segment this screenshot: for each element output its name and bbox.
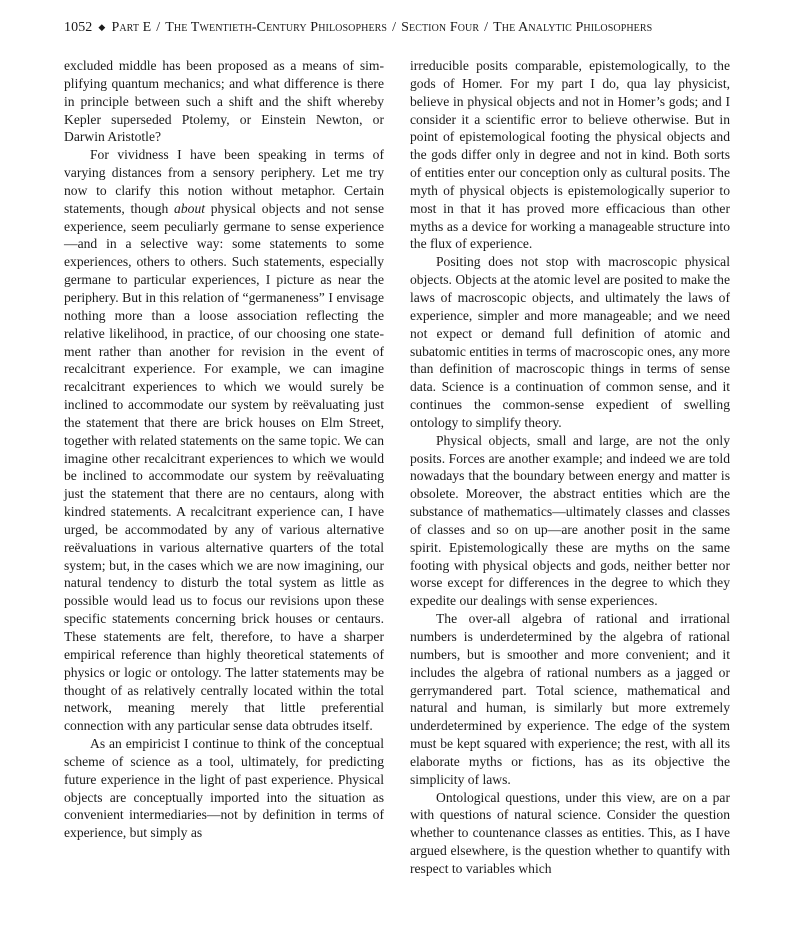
section-label: Section Four — [401, 20, 480, 35]
text-run: physical objects and not sense experience, seem peculiarly germane to sense experience—and in a selective way: some statements to some experiences, others to others. Such statements, especially germane to particular experiences, I picture as near the periphery. But in this relation of “germaneness” I envisage nothing more than a loose association reflecting the relative likelihood, in practice, of our choosing one statement rather than another for revision in the event of recalcitrant experience. For example, we can imagine recalcitrant experiences to which we would surely be inclined to accommodate our system by reëvaluating just the statement that there are brick houses on Elm Street, together with related statements on the same topic. We can imagine other recalcitrant experiences to which we would be inclined to accommodate our system by reëvaluating just the statement that there are no centaurs, along with kindred statements. A recalcitrant experience can, I have urged, be accommodated by any of various alternative reëvaluations in various alternative quarters of the total system; but, in the cases which we are now imagining, our natural tendency to disturb the total system as little as possible would lead us to focus our revisions upon these specific statements concerning brick houses or centaurs. These statements are felt, therefore, to have a sharper empirical reference than highly theoretical statements of physics or logic or ontology. The latter statements may be thought of as relatively centrally located within the total network, meaning merely that little preferential connection with any particular sense data obtrudes itself. — [64, 200, 384, 734]
right-column — [410, 57, 730, 878]
running-head — [64, 18, 744, 38]
separator: / — [392, 20, 397, 35]
part-label: Part E — [111, 20, 152, 35]
paragraph: The over-all algebra of rational and irrational numbers is underdetermined by the algebra of rational numbers, but is smoother and more convenient; and it includes the algebra of rational numbers as a jagged or gerrymandered part. Total science, mathematical and natural and human, is similarly but more extremely underdetermined by experience. The edge of the system must be kept squared with experience; the rest, with all its elaborate myths or fictions, has as its objective the simplicity of laws. — [410, 611, 730, 787]
paragraph: Physical objects, small and large, are not the only posits. Forces are another example; and indeed we are told nowadays that the boundary between energy and matter is obsolete. Moreover, the abstract entities which are the substance of mathematics—ultimately classes and classes of classes and so on up—are another posit in the same spirit. Epistemologically these are myths on the same footing with physical objects and gods, neither better nor worse except for differences in the degree to which they expedite our dealings with sense experiences. — [410, 432, 730, 609]
paragraph: Ontological questions, under this view, are on a par with questions of natural science. Consider the question whether to countenance classes as entities. This, as I have argued elsewhere, is the question whether to quantify with respect to variables which — [410, 789, 730, 876]
paragraph: irreducible posits comparable, epistemologically, to the gods of Homer. For my part I do, qua lay physicist, believe in physical objects and not in Homer’s gods; and I consider it a scientific error to believe otherwise. But in point of epistemological footing the physical objects and the gods differ only in degree and not in kind. Both sorts of entities enter our conception only as cultural posits. The myth of physical objects is epistemologically superior to most in that it has proved more efficacious than other myths as a device for working a manageable structure into the flux of experience. — [410, 58, 730, 252]
separator: / — [156, 20, 161, 35]
page-number: 1052 — [64, 20, 93, 35]
paragraph: As an empiricist I continue to think of the conceptual scheme of science as a tool, ultimately, for predicting future experience in the light of past experience. Physical objects are conceptually imported into the situation as convenient intermediaries—not by definition in terms of experience, but simply as — [64, 736, 384, 841]
emphasis: about — [174, 200, 206, 216]
subsection-label: The Analytic Philosophers — [493, 20, 653, 35]
book-title: The Twentieth-Century Philosophers — [165, 20, 388, 35]
paragraph: excluded middle has been proposed as a means of simplifying quantum mechanics; and what difference is there in principle between such a shift and the shift whereby Kepler superseded Ptolemy, or Einstein Newton, or Darwin Aristotle? — [64, 58, 384, 145]
separator: / — [484, 20, 489, 35]
paragraph: Positing does not stop with macroscopic physical objects. Objects at the atomic level are posited to make the laws of macroscopic objects, and ultimately the laws of experience, simpler and more manageable; and we need not expect or demand full definition of atomic and subatomic entities in terms of macroscopic ones, any more than definition of macroscopic things in terms of sense data. Science is a continuation of common sense, and it continues the common-sense expedient of swelling ontology to simplify theory. — [410, 254, 730, 430]
text-run: For vividness I have been speaking in terms of varying distances from a sensory periphery. Let me try now to clarify this notion without metaphor. Certain statements, though — [64, 147, 384, 216]
diamond-ornament-icon: ◆ — [98, 22, 106, 32]
left-column — [64, 57, 384, 842]
paragraph — [64, 146, 384, 735]
